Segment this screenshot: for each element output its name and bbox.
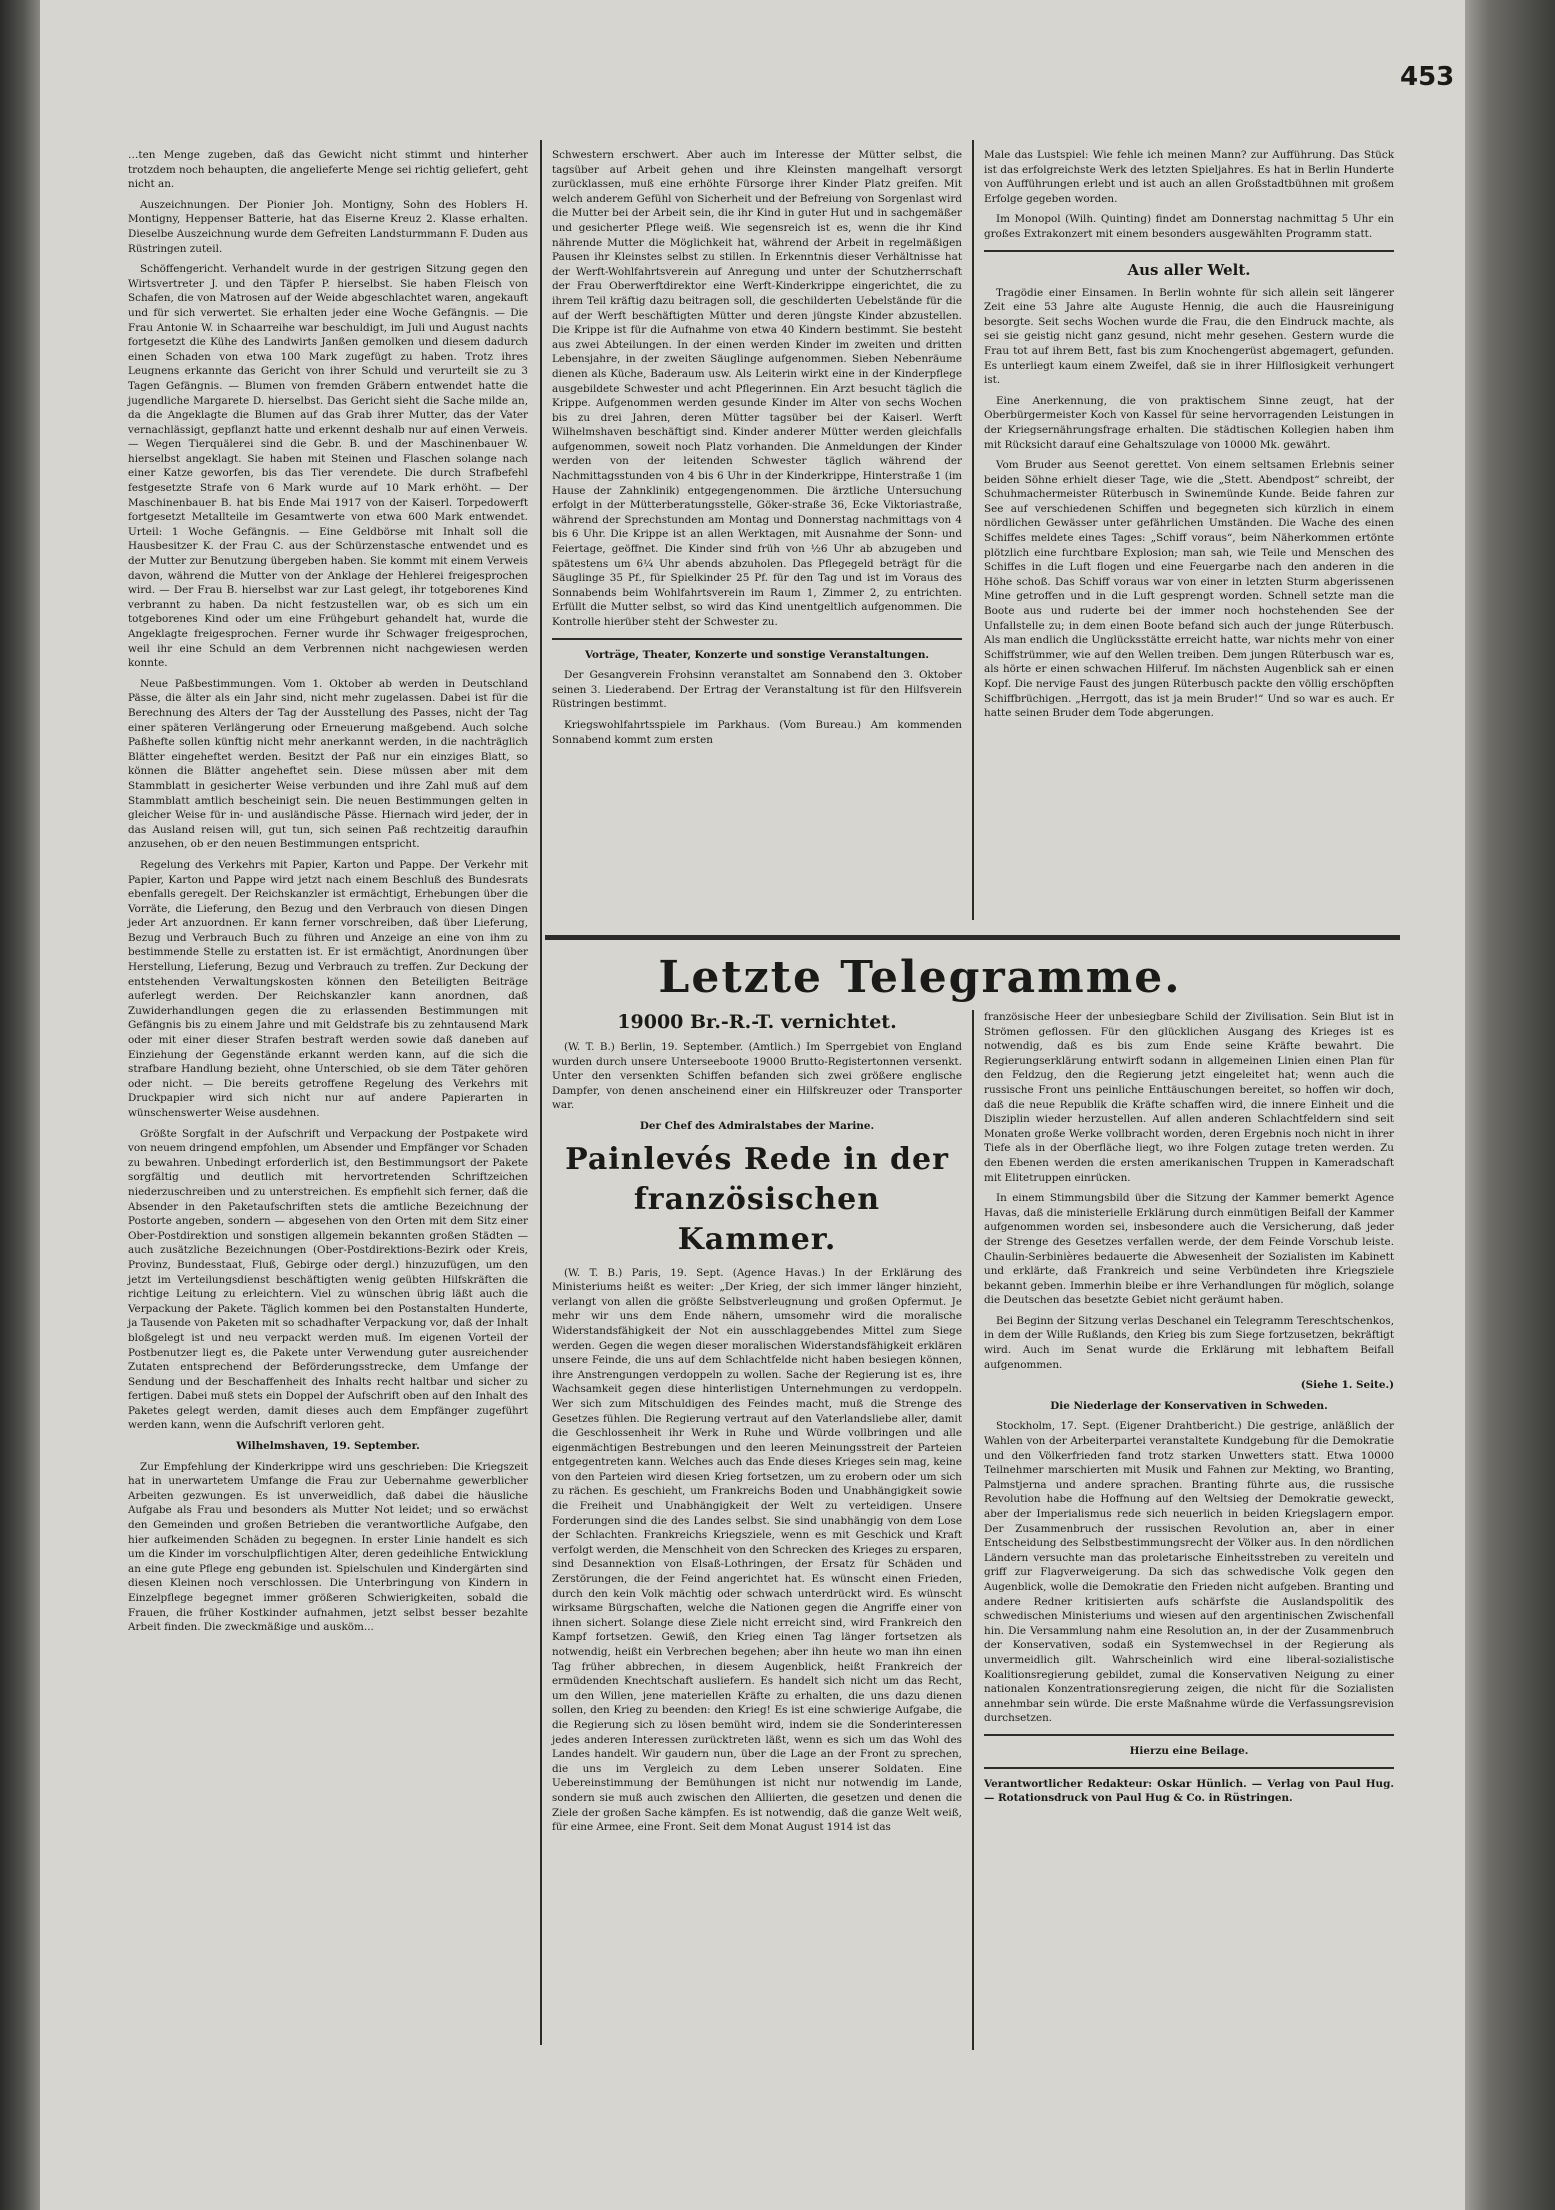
- column-divider: [972, 1010, 974, 2050]
- telegramme-column-a: [552, 1010, 962, 1841]
- page-number: 453: [1400, 62, 1455, 92]
- article-gesangverein: Der Gesangverein Frohsinn veranstaltet am Sonnabend den 3. Oktober seinen 3. Liederabend. Der Ertrag der Veranstaltung ist für den Hilfsverein Rüstringen bestimmt.: [552, 669, 962, 711]
- telegramme-column-b: [984, 1010, 1394, 1812]
- telegram-painleve: (W. T. B.) Paris, 19. Sept. (Agence Havas.) In der Erklärung des Ministeriums heißt es weiter: „Der Krieg, der sich immer länger hinzieht, verlangt von allen die größte Selbstverleugnung und großen Opfermut. Je mehr wir uns dem Ende nähern, umsomehr wird die moralische Widerstandsfähigkeit der Not ein ausschlaggebendes Mittel zum Siege werden. Gegen die wegen dieser moralischen Widerstandsfähigkeit erklären unsere Feinde, die uns auf dem Schlachtfelde nicht haben besiegen können, ihre Anstrengungen verdoppeln zu wollen. Sache der Regierung ist es, ihre Wachsamkeit gegen diese hinterlistigen Unternehmungen zu verdoppeln. Wer sich zum Mitschuldigen des Feindes macht, muß die Strenge des Gesetzes fühlen. Die Regierung vertraut auf den Vaterlandsliebe aller, damit die Geschlossenheit ihr Werk in Ruhe und Würde vollbringen und alle eigenmächtigen Bestrebungen und den leeren Meinungsstreit der Parteien entgegentreten kann. Welches auch das Ende dieses Krieges sein mag, keine von den Parteien wird diesen Krieg fortsetzen, um zu erobern oder um sich zu rächen. Es geschieht, um Frankreichs Boden und Unabhängigkeit sowie die Freiheit und Unabhängigkeit der Welt zu verteidigen. Unsere Forderungen sind die des Landes selbst. Sie sind unabhängig von dem Lose der Schlachten. Frankreichs Kriegsziele, wenn es mit Geschick und Kraft verfolgt werden, die Menschheit von den Schrecken des Krieges zu ersparen, sind Desannektion von Elsaß-Lothringen, der Ersatz für Schäden und Zerstörungen, die der Feind angerichtet hat. Es wünscht einen Frieden, durch den kein Volk mächtig oder schwach unterdrückt wird. Es wünscht wirksame Bürgschaften, welche die Nationen gegen die Angriffe einer von ihnen sichert. Solange diese Ziele nicht erreicht sind, wird Frankreich den Kampf fortsetzen. Gewiß, den Krieg einen Tag länger fortsetzen als notwendig, heißt ein Verbrechen begehen; aber ihn heute wo man ihn einen Tag früher abbrechen, in diesem Augenblick, heißt Frankreich der ermüdenden Knechtschaft ausliefern. Es handelt sich nicht um das Recht, um den Willen, jene materiellen Kräfte zu erhalten, die uns dazu dienen sollen, den Krieg zu beenden: den Krieg! Es ist eine schwierige Aufgabe, die die Regierung sich zu lösen bemüht wird, indem sie die Sonderinteressen jedes anderen Interessen zurücktreten läßt, wenn es sich um das Wohl des Landes handelt. Wir gaudern nun, über die Lage an der Front zu sprechen, die uns im Vergleich zu dem Leben unserer Soldaten. Eine Uebereinstimmung der Bemühungen ist nicht nur notwendig im Lande, sondern sie muß auch zwischen den Alliierten, die gesetzen und denen die Ziele der großen Sache kämpfen. Es ist notwendig, daß die ganze Welt weiß, für eine Armee, eine Front. Seit dem Monat August 1914 ist das: [552, 1266, 962, 1834]
- article-parkhaus: Kriegswohlfahrtsspiele im Parkhaus. (Vom Bureau.) Am kommenden Sonnabend kommt zum ersten: [552, 718, 962, 746]
- article-fragment: …ten Menge zugeben, daß das Gewicht nicht stimmt und hinterher trotzdem noch behaupten, die angelieferte Menge sei richtig geliefert, geht nicht an.: [128, 149, 528, 191]
- scan-edge-left: [0, 0, 40, 2210]
- telegram-versenkung: (W. T. B.) Berlin, 19. September. (Amtlich.) Im Sperrgebiet von England wurden durch unsere Unterseeboote 19000 Brutto-Registertonnen versenkt. Unter den versenkten Schiffen befanden sich zwei größere englische Dampfer, von denen anscheinend einer ein Hilfskreuzer oder Transporter war.: [552, 1041, 962, 1112]
- article-kinderkrippe-cont: Schwestern erschwert. Aber auch im Interesse der Mütter selbst, die tagsüber auf Arbeit gehen und ihre Kleinsten mangelhaft versorgt zurücklassen, muß eine erhöhte Fürsorge ihrer Kinder Platz greifen. Mit welch anderem Gefühl von Sicherheit und der Befreiung von Sorgenlast wird die Mutter bei der Arbeit sein, die ihr Kind in guter Hut und in sachgemäßer und gesicherter Pflege weiß. Wie segensreich ist es, wenn die ihr Kind nährende Mutter die Möglichkeit hat, während der Arbeit in regelmäßigen Pausen ihr Kleinstes selbst zu stillen. In Erkenntnis dieser Verhältnisse hat der Werft-Wohlfahrtsverein auf Anregung und unter der Schutzherrschaft der Frau Oberwerftdirektor eine Werft-Kinderkrippe eingerichtet, die zu ihrem Teil kräftig dazu beitragen soll, die geschilderten Uebelstände für die auf der Werft beschäftigten Mütter und deren jüngste Kinder abzustellen. Die Krippe ist für die Aufnahme von etwa 40 Kindern bestimmt. Sie besteht aus zwei Abteilungen. In der einen werden Kinder im zweiten und dritten Lebensjahre, in der zweiten Säuglinge aufgenommen. Sieben Nebenräume dienen als Küche, Baderaum usw. Als Leiterin wirkt eine in der Kinderpflege ausgebildete Schwester und acht Pflegerinnen. Ein Arzt besucht täglich die Krippe. Aufgenommen werden gesunde Kinder im Alter von sechs Wochen bis zu drei Jahren, deren Mütter tagsüber bei der Kaiserl. Werft Wilhelmshaven beschäftigt sind. Kinder anderer Mütter werden gleichfalls aufgenommen, soweit noch Platz vorhanden. Die Anmeldungen der Kinder werden von der leitenden Schwester täglich während der Nachmittagsstunden von 4 bis 6 Uhr in der Kinderkrippe, Hinterstraße 1 (im Hause der Zahnklinik) entgegengenommen. Die ärztliche Untersuchung erfolgt in der Mütterberatungsstelle, Göker-straße 36, Ecke Viktoriastraße, während der Sprechstunden am Montag und Donnerstag nachmittags von 4 bis 6 Uhr. Die Krippe ist an allen Werktagen, mit Ausnahme der Sonn- und Feiertage, geöffnet. Die Kinder sind früh von ½6 Uhr ab abzugeben und spätestens um 6¼ Uhr abends abzuholen. Das Pflegegeld beträgt für die Säuglinge 35 Pf., für Spielkinder 25 Pf. für den Tag und ist im Voraus des Sonnabends beim Wohlfahrtsverein im Raum 1, Zimmer 2, zu entrichten. Erfüllt die Mutter selbst, so wird das Kind unentgeltlich aufgenommen. Die Kontrolle hierüber steht der Schwester zu.: [552, 149, 962, 628]
- column-divider: [972, 140, 974, 920]
- telegramme-rule-top: [545, 935, 1400, 940]
- dateline: Wilhelmshaven, 19. September.: [236, 1440, 420, 1453]
- article-lustspiel: Male das Lustspiel: Wie fehle ich meinen Mann? zur Aufführung. Das Stück ist das erfolgreichste Werk des letzten Spieljahres. Es hat in Berlin Hunderte von Aufführungen erlebt und ist auch an allen Großstadtbühnen mit großem Erfolge gegeben worden.: [984, 149, 1394, 205]
- telegram-deschanel: Bei Beginn der Sitzung verlas Deschanel ein Telegramm Tereschtschenkos, in dem der Wille Rußlands, den Krieg bis zum Siege fortzusetzen, bekräftigt wird. Auch im Senat wurde die Erklärung mit lebhaftem Beifall aufgenommen.: [984, 1314, 1394, 1371]
- article-tragoedie: Tragödie einer Einsamen. In Berlin wohnte für sich allein seit längerer Zeit eine 53 Jahre alte Auguste Hennig, die auch die Hausreinigung besorgte. Seit sechs Wochen wurde die Frau, die den Eindruck machte, als sei sie geistig nicht ganz gesund, nicht mehr gesehen. Gestern wurde die Frau tot auf ihrem Bett, fast bis zum Knochengerüst abgemagert, gefunden. Es unterliegt kaum einem Zweifel, daß sie in ihrer Hilflosigkeit verhungert ist.: [984, 286, 1394, 387]
- article-anerkennung: Eine Anerkennung, die von praktischem Sinne zeugt, hat der Oberbürgermeister Koch von Kassel für seine hervorragenden Leistungen in der Kriegsernährungsfrage erhalten. Die städtischen Kollegien haben ihm mit Rücksicht darauf eine Gehaltszulage von 10000 Mk. gewährt.: [984, 394, 1394, 451]
- newspaper-page: [40, 0, 1465, 2210]
- article-schoeffengericht: Schöffengericht. Verhandelt wurde in der gestrigen Sitzung gegen den Wirtsvertreter J. und den Täpfer P. hierselbst. Sie haben Fleisch von Schafen, die von Matrosen auf der Weide abgeschlachtet waren, angekauft und für sich verwertet. Sie erhalten jeder eine Woche Gefängnis. — Die Frau Antonie W. in Schaarreihe war beschuldigt, im Juli und August nachts fortgesetzt die Kühe des Landwirts Janßen gemolken und diesem dadurch einen Schaden von etwa 100 Mark zugefügt zu haben. Trotz ihres Leugnens erkannte das Gericht von ihrer Schuld und verurteilt sie zu 3 Tagen Gefängnis. — Blumen von fremden Gräbern entwendet hatte die jugendliche Margarete D. hierselbst. Das Gericht sieht die Sache milde an, da die Angeklagte die Blumen auf das Grab ihrer Mutter, das der Vater vernachlässigt, gepflanzt hatte und erkennt deshalb nur auf einen Verweis. — Wegen Tierquälerei sind die Gebr. B. und der Maschinenbauer W. hierselbst angeklagt. Sie haben mit Steinen und Flaschen solange nach einer Katze geworfen, bis das Tier verendete. Die durch Strafbefehl festgesetzte Strafe von 6 Mark wurde auf 10 Mark erhöht. — Der Maschinenbauer B. hat bis Ende Mai 1917 von der Kaiserl. Torpedowerft fortgesetzt Metallteile im Gesamtwerte von etwa 600 Mark entwendet. Urteil: 1 Woche Gefängnis. — Eine Geldbörse mit Inhalt soll die Hausbesitzer K. der Frau C. aus der Schürzenstasche entwendet und es der Mutter zur Benutzung übergeben haben. Sie kommt mit einem Verweis davon, während die Mutter von der Anklage der Hehlerei freigesprochen wird. — Der Frau B. hierselbst war zur Last gelegt, ihr totgeborenes Kind verbrannt zu haben. Da nicht festzustellen war, ob es sich um ein totgeborenes Kind oder um eine Frühgeburt gehandelt hat, wurde die Angeklagte freigesprochen. Ferner wurde ihr Schwager freigesprochen, weil ihr eine Schuld an dem Verbrennen nicht nachgewiesen werden konnte.: [128, 263, 528, 670]
- telegram-stimmungsbild: In einem Stimmungsbild über die Sitzung der Kammer bemerkt Agence Havas, daß die ministerielle Erklärung durch einmütigen Beifall der Kammer aufgenommen worden sei, insbesondere auch die Versicherung, daß jeder der Strenge des Gesetzes verfallen werde, der dem Feinde Vorschub leiste. Chaulin-Serbinières bedauerte die Abwesenheit der Sozialisten im Kabinett und erklärte, daß Frankreich und seine Verbündeten ihre Kriegsziele bekannt geben. Immerhin bleibe er ihre Verhandlungen für möglich, solange die Deutschen das besetzte Gebiet nicht geräumt haben.: [984, 1192, 1394, 1307]
- article-papier: Regelung des Verkehrs mit Papier, Karton und Pappe. Der Verkehr mit Papier, Karton und Pappe wird jetzt nach einem Beschluß des Bundesrats ebenfalls geregelt. Der Reichskanzler ist ermächtigt, Erhebungen über die Vorräte, die Lieferung, den Bezug und den Verbrauch von diesen Dingen jeder Art anzuordnen. Er kann ferner vorschreiben, daß über Lieferung, Bezug und Verbrauch Buch zu führen und Anzeige an eine von ihm zu bestimmende Stelle zu erstatten ist. Er ist ermächtigt, Anordnungen über Herstellung, Lieferung, Bezug und Verbrauch zu treffen. Zur Deckung der entstehenden Verwaltungskosten können den Beteiligten Beiträge auferlegt werden. Der Reichskanzler kann anordnen, daß Zuwiderhandlungen gegen die zu erlassenden Bestimmungen mit Gefängnis bis zu einem Jahre und mit Geldstrafe bis zu zehntausend Mark oder mit einer dieser Strafen bestraft werden sowie daß daneben auf Einziehung der Gegenstände erkannt werden kann, auf die sich die strafbare Handlung bezieht, ohne Unterschied, ob sie dem Täter gehören oder nicht. — Die bereits getroffene Regelung des Verkehrs mit Druckpapier wird sich nicht nur auf andere Papierarten in wünschenswerter Weise ausdehnen.: [128, 858, 528, 1119]
- section-head-vortraege: Vorträge, Theater, Konzerte und sonstige Veranstaltungen.: [584, 648, 930, 661]
- see-page-note: (Siehe 1. Seite.): [1300, 1379, 1394, 1392]
- telegram-head-painleve: Painlevés Rede in der französischen Kammer.: [565, 1141, 949, 1257]
- telegram-schweden: Stockholm, 17. Sept. (Eigener Drahtbericht.) Die gestrige, anläßlich der Wahlen von der Arbeiterpartei veranstaltete Kundgebung für die Demokratie und den Völkerfrieden fand trotz starken Unwetters statt. Etwa 10000 Teilnehmer marschierten mit Musik und Fahnen zur Mekting, wo Branting, Palmstjerna und andere sprachen. Branting führte aus, die russische Revolution habe die Hoffnung auf den Weltsieg der Demokratie geweckt, aber der Imperialismus rede sich neuerlich in beiden Kriegslagern empor. Der Zusammenbruch der russischen Revolution an, aber in einer Entscheidung des Selbstbestimmungsrecht der Völker aus. In den nördlichen Ländern versuchte man das proletarische Einheitsstreben zu vereiteln und griff zur Flagverweigerung. Da sich das schwedische Volk gegen den Augenblick, wolle die Demokratie den Frieden nicht aufgeben. Branting und andere Redner kritisierten aufs schärfste die Auslandspolitik des schwedischen Ministeriums und wiesen auf den argentinischen Zwischenfall hin. Die Versammlung nahm eine Resolution an, in der der Zusammenbruch der Konservativen, sodaß ein Systemwechsel in der Regierung als unvermeidlich gilt. Wahrscheinlich wird eine liberal-sozialistische Koalitionsregierung gebildet, zumal die Konservativen Neigung zu einer nationalen Konzentrationsregierung zeigen, die nicht für die Sozialisten annehmbar sein würde. Die erste Maßnahme würde die Verfassungsrevision durchsetzen.: [984, 1420, 1394, 1725]
- section-rule: [984, 1767, 1394, 1769]
- telegram-head-versenkung: 19000 Br.-R.-T. vernichtet.: [617, 1011, 897, 1033]
- telegramme-title: Letzte Telegramme.: [658, 952, 1182, 1003]
- section-rule: [984, 250, 1394, 252]
- article-kinderkrippe: Zur Empfehlung der Kinderkrippe wird uns geschrieben: Die Kriegszeit hat in unerwartetem Umfange die Frau zur Uebernahme gewerblicher Arbeiten gezwungen. Es ist unverweidlich, daß dabei die häusliche Aufgabe als Frau und besonders als Mutter Not leidet; und so erwächst den Gemeinden und großen Betrieben die verantwortliche Aufgabe, den hier aufkeimenden Schäden zu begegnen. In erster Linie handelt es sich um die Kinder im vorschulpflichtigen Alter, deren gedeihliche Entwicklung an eine gute Pflege eng gebunden ist. Spielschulen und Kindergärten sind diesen Kleinen noch verschlossen. Die Unterbringung von Kindern in Einzelpflege begegnet immer größeren Schwierigkeiten, sobald die Frauen, die früher Kostkinder aufnahmen, jetzt selbst besser bezahlte Arbeit finden. Die zweckmäßige und ausköm...: [128, 1460, 528, 1634]
- column-divider: [540, 140, 542, 2045]
- section-head-aus-aller-welt: Aus aller Welt.: [1127, 260, 1251, 279]
- article-monopol: Im Monopol (Wilh. Quinting) findet am Donnerstag nachmittag 5 Uhr ein großes Extrakonzert mit einem besonders ausgewählten Programm statt.: [984, 213, 1394, 240]
- article-seenot: Vom Bruder aus Seenot gerettet. Von einem seltsamen Erlebnis seiner beiden Söhne erhielt dieser Tage, wie die „Stett. Abendpost“ schreibt, der Schuhmachermeister Rüterbusch in Swinemünde Kunde. Beide fahren zur See auf verschiedenen Schiffen und begegneten sich kürzlich in einem nördlichen Gewässer unter gefährlichen Umständen. Die Wache des einen Schiffes meldete eines Tages: „Schiff voraus“, beim Näherkommen ertönte plötzlich eine furchtbare Explosion; man sah, wie Teile und Menschen des Schiffes in die Luft flogen und eine Feuergarbe nach den anderen in die Höhe schoß. Das Schiff voraus war von einer in letzten Sturm abgerissenen Mine getroffen und in die Luft gesprengt worden. Schnell setzte man die Boote aus und ruderte bei der immer noch hochstehenden See der Unfallstelle zu; in dem einen Boote befand sich auch der junge Rüterbusch. Als man endlich die Unglücksstätte erreicht hatte, war nichts mehr von einer Schiffstrümmer, wie auf den Wellen treiben. Dem jungen Rüterbusch war es, als hörte er einen schwachen Hilferuf. Im nächsten Augenblick sah er einen Kopf. Die nervige Faust des jungen Rüterbusch packte den völlig erschöpften Schiffbrüchigen. „Herrgott, das ist ja mein Bruder!“ Und so war es auch. Er hatte seinen Bruder dem Tode abgerungen.: [984, 459, 1394, 720]
- section-rule: [552, 638, 962, 640]
- column-3: [984, 148, 1394, 727]
- beilage-note: Hierzu eine Beilage.: [1129, 1744, 1249, 1757]
- telegram-painleve-cont: französische Heer der unbesiegbare Schild der Zivilisation. Sein Blut ist in Strömen geflossen. Für den glücklichen Ausgang des Krieges ist es notwendig, daß es bis zum Ende seine Kräfte bewahrt. Die Regierungserklärung entwirft sodann in allgemeinen Linien einen Plan für den Feldzug, den die Regierung jetzt eingeleitet hat; wenn auch die russische Front uns peinliche Enttäuschungen bereitet, so hoffen wir doch, daß die neue Republik die Kräfte schaffen wird, die innere Einheit und die Disziplin wieder herzustellen. Auf allen anderen Schlachtfeldern sind seit Monaten große Werke vollbracht worden, deren Ergebnis noch nicht in ihrer Tiefe als in der Oberfläche liegt, wo ihre Folgen zutage treten werden. Zu den Ebenen werden die ersten amerikanischen Truppen in Kameradschaft mit Elitetruppen einrücken.: [984, 1011, 1394, 1184]
- scan-edge-right: [1460, 0, 1555, 2210]
- column-2: [552, 148, 962, 753]
- column-1: [128, 148, 528, 1641]
- section-rule: [984, 1734, 1394, 1736]
- article-postpakete: Größte Sorgfalt in der Aufschrift und Verpackung der Postpakete wird von neuem dringend empfohlen, um Absender und Empfänger vor Schaden zu bewahren. Unbedingt erforderlich ist, den Bestimmungsort der Pakete sorgfältig und deutlich mit hervortretenden Schriftzeichen niederzuschreiben und zu unterstreichen. Es empfiehlt sich ferner, daß die Absender in den Paketaufschriften stets die amtliche Bezeichnung der Postorte angeben, sondern — abgesehen von den Orten mit dem Sitz einer Ober-Postdirektion und sonstigen allgemein bekannten großen Städten — auch zusätzliche Bezeichnungen (Ober-Postdirektions-Bezirk oder Kreis, Provinz, Bundesstaat, Fluß, Gebirge oder dergl.) hinzuzufügen, um den jetzt im Verteilungsdienst beschäftigten wenig geübten Hilfskräften die richtige Leitung zu erleichtern. Viel zu wünschen übrig läßt auch die Verpackung der Pakete. Täglich kommen bei den Postanstalten Hunderte, ja Tausende von Paketen mit so schadhafter Verpackung vor, daß der Inhalt bloßgelegt ist und neu verpackt werden muß. Im eigenen Vorteil der Postbenutzer liegt es, die Pakete unter Verwendung guter ausreichender Zutaten entsprechend der Beförderungsstrecke, dem Umfange der Sendung und der Beschaffenheit des Inhalts recht haltbar und sicher zu fertigen. Dabei muß stets ein Doppel der Aufschrift oben auf den Inhalt des Paketes gelegt werden, damit dieses auch dem Empfänger zugeführt werden kann, wenn die Aufschrift verloren geht.: [128, 1127, 528, 1432]
- article-auszeichnungen: Auszeichnungen. Der Pionier Joh. Montigny, Sohn des Hoblers H. Montigny, Heppenser Batterie, hat das Eiserne Kreuz 2. Klasse erhalten. Dieselbe Auszeichnung wurde dem Gefreiten Landsturmmann F. Duden aus Rüstringen zuteil.: [128, 198, 528, 255]
- imprint: Verantwortlicher Redakteur: Oskar Hünlich. — Verlag von Paul Hug. — Rotationsdruck von Paul Hug & Co. in Rüstringen.: [984, 1777, 1394, 1805]
- telegram-signature: Der Chef des Admiralstabes der Marine.: [639, 1119, 875, 1132]
- telegram-head-schweden: Die Niederlage der Konservativen in Schweden.: [1050, 1399, 1328, 1412]
- article-passbestimmungen: Neue Paßbestimmungen. Vom 1. Oktober ab werden in Deutschland Pässe, die älter als ein Jahr sind, nicht mehr zugelassen. Dabei ist für die Berechnung des Alters der Tag der Ausstellung des Passes, nicht der Tag einer späteren Verlängerung oder Erneuerung maßgebend. Auch solche Paßhefte sollen künftig nicht mehr anerkannt werden, in die nachträglich Blätter eingeheftet werden. Besitzt der Paß nur ein einziges Blatt, so können die Blätter angeheftet sein. Diese müssen aber mit dem Stammblatt in gesicherter Weise verbunden und ihre Zahl muß auf dem Stammblatt amtlich bescheinigt sein. Die neuen Bestimmungen gelten in gleicher Weise für in- und ausländische Pässe. Hiernach wird jeder, der in das Ausland reisen will, gut tun, sich seinen Paß rechtzeitig daraufhin anzusehen, ob er den neuen Bestimmungen entspricht.: [128, 677, 528, 851]
